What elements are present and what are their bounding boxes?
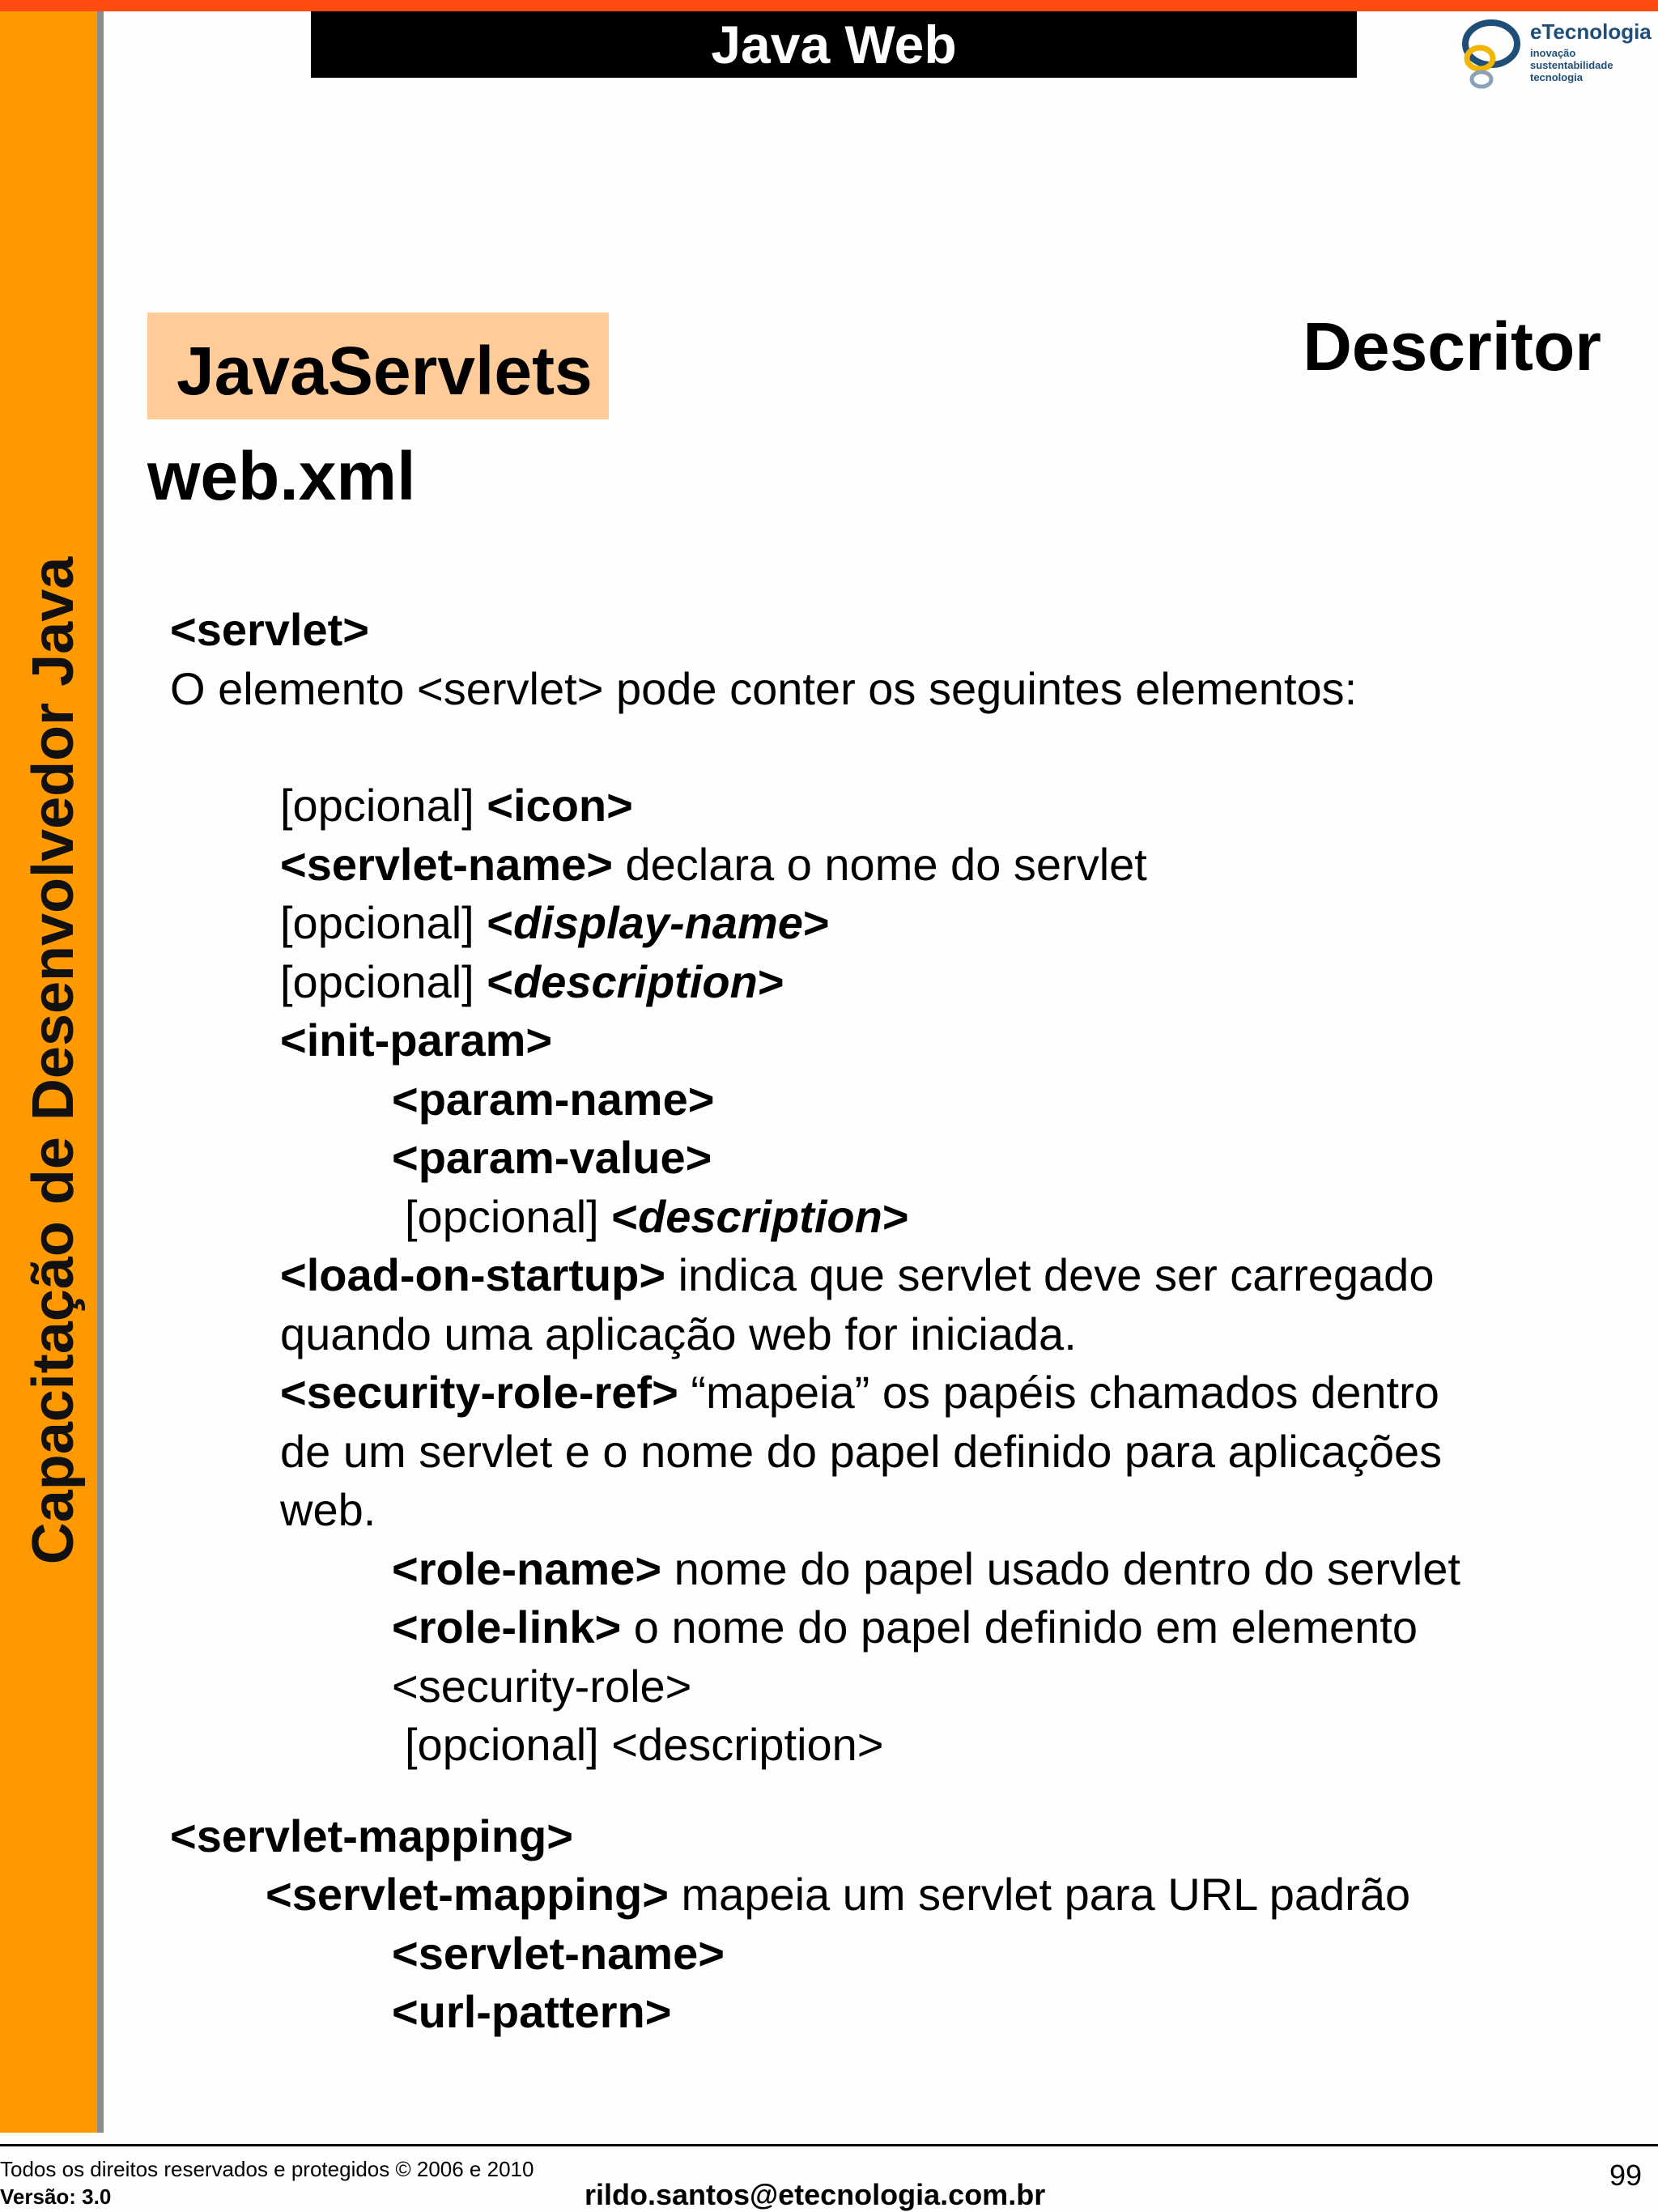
body-line <box>170 601 1627 660</box>
body-text-run: > <box>757 955 784 1007</box>
body-line <box>170 1070 1627 1129</box>
body-text-run: <role-name> <box>392 1542 662 1594</box>
body-line <box>170 1983 1627 2042</box>
footer-version: Versão: 3.0 <box>0 2184 112 2209</box>
body-line <box>170 836 1627 895</box>
body-line <box>170 1807 1627 1866</box>
slide-subtitle: web.xml <box>147 438 416 514</box>
body-text-run: <role-link> <box>392 1602 622 1653</box>
slide-body <box>170 601 1627 2042</box>
slide-heading: Descritor <box>1303 308 1601 385</box>
body-text-run: quando uma aplicação web for iniciada. <box>280 1308 1077 1359</box>
body-line <box>170 1540 1627 1599</box>
body-text-run: declara o nome do servlet <box>612 838 1147 890</box>
body-text-run: <servlet> <box>170 604 369 655</box>
body-line <box>170 1188 1627 1247</box>
logo-tagline-2: sustentabilidade <box>1530 59 1613 71</box>
line-gap <box>170 1775 1627 1807</box>
body-text-run: indica que servlet deve ser carregado <box>665 1249 1435 1300</box>
logo-tagline-3: tecnologia <box>1530 71 1584 83</box>
topic-tag <box>147 313 609 419</box>
body-text-run: > <box>882 1190 909 1242</box>
logo-rings-icon <box>1449 15 1527 92</box>
body-text-run: mapeia um servlet para URL padrão <box>668 1869 1411 1920</box>
body-text-run: nome do papel usado dentro do servlet <box>661 1542 1460 1594</box>
sidebar-title: Capacitação de Desenvolvedor Java <box>21 556 86 1565</box>
body-line <box>170 1657 1627 1716</box>
body-text-run: <servlet-mapping> <box>170 1810 573 1861</box>
body-text-run: <load-on-startup> <box>280 1249 666 1300</box>
body-text-run: web. <box>280 1484 376 1535</box>
body-text-run: [opcional] <box>280 897 487 948</box>
body-line <box>170 1011 1627 1070</box>
page-number: 99 <box>1609 2159 1642 2192</box>
body-line <box>170 1363 1627 1423</box>
body-line <box>170 1716 1627 1775</box>
body-text-run: <servlet-name> <box>280 838 613 890</box>
top-accent-line <box>0 0 1658 11</box>
body-line <box>170 1598 1627 1657</box>
body-text-run: < <box>487 897 513 948</box>
body-line <box>170 953 1627 1012</box>
body-text-run: <security-role-ref> <box>280 1367 678 1418</box>
body-text-run: [opcional] <box>405 1190 612 1242</box>
sidebar-shadow <box>97 11 104 2133</box>
body-text-run: [opcional] <box>280 780 487 831</box>
body-text-run: > <box>802 897 830 948</box>
etecnologia-logo <box>1449 15 1658 96</box>
body-line <box>170 1865 1627 1925</box>
body-text-run: <security-role> <box>392 1660 692 1712</box>
topic-tag-label: JavaServlets <box>176 333 593 409</box>
footer-copyright: Todos os direitos reservados e protegidos © 2006 e 2010 <box>0 2157 534 2181</box>
body-text-run: <init-param> <box>280 1015 553 1066</box>
body-line <box>170 1423 1627 1482</box>
body-text-run: de um servlet e o nome do papel definido para aplicações <box>280 1425 1443 1477</box>
logo-tagline-1: inovação <box>1530 47 1576 59</box>
body-line <box>170 894 1627 953</box>
body-text-run: <servlet-name> <box>392 1927 725 1979</box>
body-text-run: <url-pattern> <box>392 1986 672 2037</box>
body-line <box>170 1925 1627 1984</box>
body-text-run: <servlet-mapping> <box>266 1869 669 1920</box>
body-text-run: [opcional] <box>280 955 487 1007</box>
body-text-run: description <box>637 1190 882 1242</box>
body-text-run: [opcional] <description> <box>405 1719 884 1770</box>
footer-email: rildo.santos@etecnologia.com.br <box>585 2178 1046 2211</box>
header-title: Java Web <box>311 11 1357 78</box>
body-text-run: <param-name> <box>392 1073 715 1125</box>
body-line <box>170 1129 1627 1188</box>
body-text-run: O elemento <servlet> pode conter os seguintes elementos: <box>170 662 1358 714</box>
body-line <box>170 1305 1627 1364</box>
body-text-run: display-name <box>512 897 803 948</box>
body-text-run: description <box>512 955 758 1007</box>
body-text-run: “mapeia” os papéis chamados dentro <box>678 1367 1439 1418</box>
body-text-run: <icon> <box>487 780 633 831</box>
body-text-run: < <box>487 955 513 1007</box>
line-gap <box>170 718 1627 776</box>
body-text-run: < <box>611 1190 638 1242</box>
body-line <box>170 1481 1627 1540</box>
footer-divider <box>0 2144 1658 2146</box>
body-text-run: <param-value> <box>392 1132 712 1183</box>
body-text-run: o nome do papel definido em elemento <box>621 1602 1418 1653</box>
body-line <box>170 1246 1627 1305</box>
body-line <box>170 660 1627 719</box>
body-line <box>170 776 1627 836</box>
logo-name: eTecnologia <box>1530 19 1652 44</box>
